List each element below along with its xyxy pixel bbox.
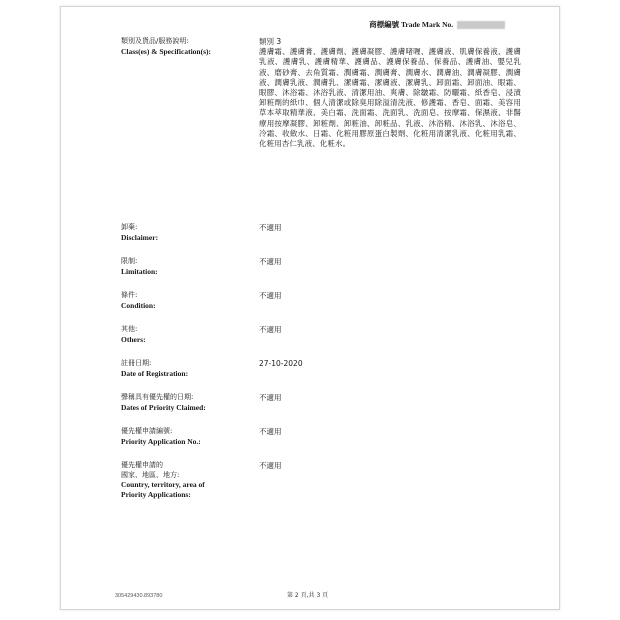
priority-country-label-en-1: Country, territory, area of [121, 480, 205, 490]
limitation-label [121, 257, 257, 276]
registration-date-label-en: Date of Registration: [121, 368, 189, 378]
disclaimer-value: 不適用 [259, 223, 282, 232]
priority-country-label-zh-1: 優先權申請的 [121, 461, 163, 469]
others-label-en: Others: [121, 334, 146, 344]
priority-app-no-label [121, 427, 257, 446]
disclaimer-label [121, 223, 257, 242]
specification-text: 護膚霜、護膚膏、護膚劑、護膚凝膠、護膚啫喱、護膚液、肌膚保養液、護膚乳液、護膚乳、護膚精華、護膚品、護膚保養品、保養品、護膚油、嬰兒乳液、磨砂膏、去角質霜、潤膚霜、潤膚膏、潤膚水、潤膚油、潤膚凝膠、潤膚液、潤膚乳液、潤膚乳、潔膚霜、潔膚液、潔膚乳、卸面霜、卸面油、眼霜、眼膠、沐浴霜、沐浴乳液、清潔用油、爽膚、除皺霜、防曬霜、紙香皂、浸漬卸粧劑的紙巾、個人清潔或除臭用除溢清洗液、修護霜、香皂、面霜、美容用草本萃取精華液、美白霜、洗面霜、洗面乳、洗面皂、按摩霜、保濕液、非醫療用按摩凝膠、卸粧劑、卸粧油、卸粧品、乳液、沐浴精、沐浴乳、沐浴皂、冷霜、收斂水、日霜、化粧用膠原蛋白製劑、化粧用清潔乳液、化粧用乳霜、化粧用杏仁乳液、化粧水。 [259, 47, 521, 149]
disclaimer-label-en: Disclaimer: [121, 232, 159, 242]
priority-dates-label [121, 393, 257, 412]
registration-date-label [121, 359, 257, 378]
specification-label-zh: 類別及貨品/服務說明: [121, 37, 189, 45]
priority-country-label-en-2: Priority Applications: [121, 489, 191, 499]
trade-mark-label: 商標編號 Trade Mark No. [369, 20, 454, 29]
document-page [60, 6, 560, 610]
priority-dates-label-zh: 聲稱具有優先權的日期: [121, 393, 194, 401]
condition-label-en: Condition: [121, 300, 156, 310]
page-number: 第 2 頁,共 3 頁 [287, 592, 329, 599]
class-label: 類別 3 [259, 37, 282, 46]
priority-app-no-value: 不適用 [259, 427, 282, 436]
trade-mark-header [369, 19, 505, 30]
priority-dates-value: 不適用 [259, 393, 282, 402]
redacted-trade-mark-number [457, 21, 505, 29]
specification-value [259, 37, 521, 149]
condition-label [121, 291, 257, 310]
specification-label-en: Class(es) & Specification(s): [121, 46, 211, 56]
limitation-label-zh: 限制: [121, 257, 138, 265]
registration-date-value: 27-10-2020 [259, 359, 303, 368]
priority-app-no-label-en: Priority Application No.: [121, 436, 201, 446]
others-value: 不適用 [259, 325, 282, 334]
limitation-label-en: Limitation: [121, 266, 158, 276]
priority-country-value: 不適用 [259, 461, 282, 470]
condition-value: 不適用 [259, 291, 282, 300]
specification-label [121, 37, 257, 56]
priority-dates-label-en: Dates of Priority Claimed: [121, 402, 206, 412]
document-id: 305429430.893780 [115, 593, 163, 599]
priority-country-label-zh-2: 國家、地區、地方: [121, 470, 180, 479]
limitation-value: 不適用 [259, 257, 282, 266]
priority-country-label [121, 461, 257, 499]
priority-app-no-label-zh: 優先權申請編號: [121, 427, 173, 435]
registration-date-label-zh: 註冊日期: [121, 359, 152, 367]
others-label-zh: 其他: [121, 325, 138, 333]
others-label [121, 325, 257, 344]
disclaimer-label-zh: 卸棄: [121, 223, 138, 231]
condition-label-zh: 條件: [121, 291, 138, 299]
